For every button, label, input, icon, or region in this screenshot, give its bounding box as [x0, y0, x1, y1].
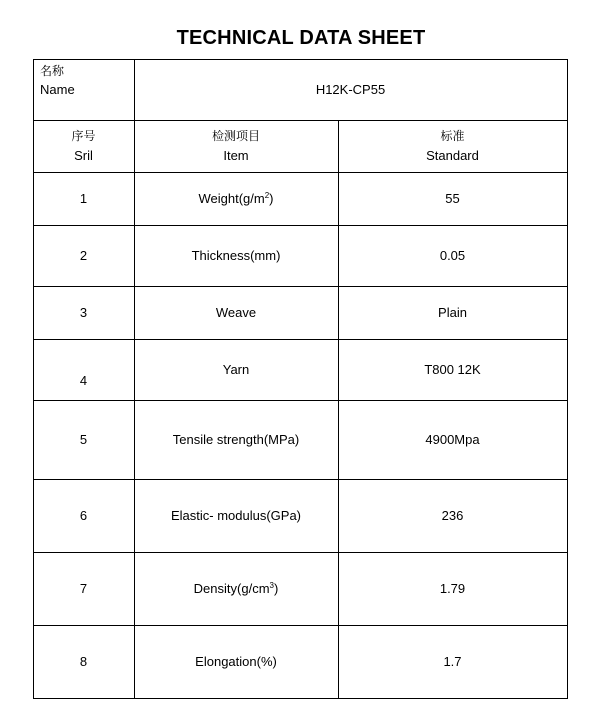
header-item-en: Item [223, 148, 249, 163]
row-1-value: 55 [445, 191, 460, 206]
name-label-en: Name [40, 82, 75, 97]
name-label-cn: 名称 [40, 64, 65, 78]
row-divider [33, 286, 568, 287]
row-6-item: Elastic- modulus(GPa) [170, 508, 302, 523]
row-7-value: 1.79 [439, 581, 466, 596]
row-5-value: 4900Mpa [425, 432, 480, 447]
table-border-top [33, 59, 568, 60]
row-3-no: 3 [79, 305, 88, 320]
row-8-item: Elongation(%) [195, 654, 277, 669]
row-8-value: 1.7 [443, 654, 462, 669]
header-standard-cn: 标准 [440, 129, 465, 143]
table-border-bottom [33, 698, 568, 699]
row-3-item: Weave [215, 305, 257, 320]
row-7-item: $Density(g/cm^3)$ [193, 581, 279, 596]
row-4-item: Yarn [222, 362, 250, 377]
header-standard-en: Standard [426, 148, 479, 163]
product-name-value: H12K-CP55 [315, 82, 386, 97]
row-6-value: 236 [441, 508, 464, 523]
row-7-no: 7 [79, 581, 88, 596]
row-8-no: 8 [79, 654, 88, 669]
row-4-value: T800 12K [424, 362, 481, 377]
row-2-value: 0.05 [439, 248, 466, 263]
data-sheet-table [33, 59, 568, 699]
row-5-no: 5 [79, 432, 88, 447]
row-2-no: 2 [79, 248, 88, 263]
row-divider [33, 225, 568, 226]
row-4-no: 4 [79, 373, 88, 388]
table-border-right [567, 59, 568, 699]
row-3-value: Plain [438, 305, 467, 320]
row-divider [33, 400, 568, 401]
header-item-cn: 检测项目 [211, 129, 260, 143]
row-divider [33, 625, 568, 626]
row-divider [33, 172, 568, 173]
header-sril-en: Sril [74, 148, 93, 163]
row-6-no: 6 [79, 508, 88, 523]
row-2-item: Thickness(mm) [191, 248, 281, 263]
row-1-no: 1 [79, 191, 88, 206]
row-5-item: Tensile strength(MPa) [172, 432, 300, 447]
row-divider [33, 552, 568, 553]
row-divider [33, 120, 568, 121]
page-title: TECHNICAL DATA SHEET [176, 27, 426, 49]
header-sril-cn: 序号 [71, 129, 96, 143]
row-divider [33, 479, 568, 480]
row-1-item: $Weight(g/m^2)$ [198, 191, 274, 206]
row-divider [33, 339, 568, 340]
